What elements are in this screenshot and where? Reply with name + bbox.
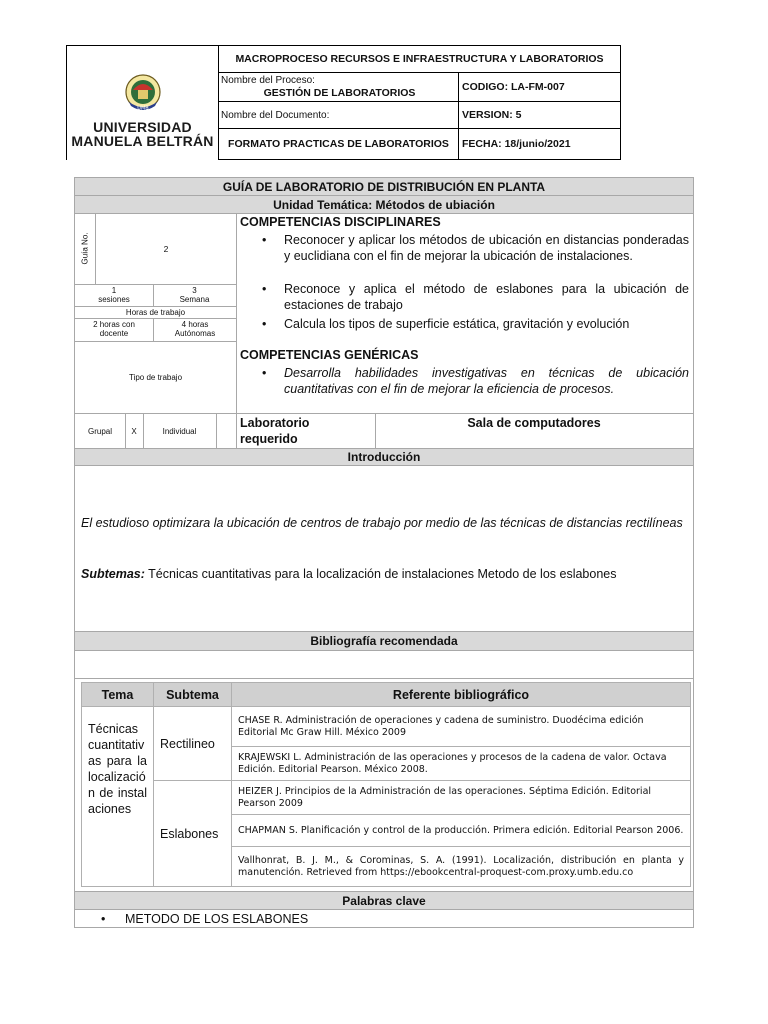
document-date: FECHA: 18/junio/2021 [459, 128, 621, 159]
subtema-eslabones: Eslabones [154, 781, 232, 887]
individual-label: Individual [162, 427, 197, 436]
laboratorio-value: Sala de computadores [467, 416, 601, 430]
university-name-line1: UNIVERSIDAD [93, 118, 192, 135]
introduccion-text: El estudioso optimizara la ubicación de centros de trabajo por medio de las técnicas de distancias rectilíneas [81, 516, 683, 530]
bibliography-table [81, 682, 691, 887]
process-value: GESTIÓN DE LABORATORIOS [263, 87, 416, 100]
generica-item-1: • Desarrolla habilidades investigativas en técnicas de ubicación cuantitativas con el fin de mejorar la eficiencia de procesos. [262, 366, 689, 396]
guia-no-label: Guía No. [80, 232, 90, 265]
document-header [66, 45, 621, 160]
document-name-value: FORMATO PRACTICAS DE LABORATORIOS [219, 128, 459, 159]
document-version: VERSION: 5 [459, 102, 621, 128]
grupal-mark: X [131, 427, 137, 436]
subtemas-label: Subtemas: [81, 567, 145, 581]
subtema-rectilineo: Rectilineo [154, 707, 232, 781]
svg-text:UMB: UMB [136, 105, 149, 111]
macroproceso-title: MACROPROCESO RECURSOS E INFRAESTRUCTURA Y LABORATORIOS [219, 46, 621, 73]
introduccion-title: Introducción [75, 448, 693, 466]
horas-trabajo-label: Horas de trabajo [125, 308, 186, 317]
lab-guide-box [74, 177, 694, 928]
ref-5: Vallhonrat, B. J. M., & Corominas, S. A. (1991). Localización, distribución en planta y manutención. Retrieved from https://ebookcentral-proquest-com.proxy.umb.edu.co [232, 847, 691, 887]
disciplinar-item-3: • Calcula los tipos de superficie estática, gravitación y evolución [262, 317, 630, 331]
tipo-trabajo-label: Tipo de trabajo [128, 373, 183, 382]
semana-num: 3 [192, 286, 197, 295]
subtemas-line [81, 566, 687, 583]
sesiones-num: 1 [111, 286, 117, 295]
university-seal-icon [121, 72, 165, 116]
palabra-clave-item: • METODO DE LOS ESLABONES [101, 912, 309, 926]
genericas-title: COMPETENCIAS GENÉRICAS [240, 348, 419, 362]
disciplinares-title: COMPETENCIAS DISCIPLINARES [240, 215, 441, 229]
logo-cell [67, 46, 219, 160]
horas-autonomas: 4 horas Autónomas [174, 320, 216, 338]
tema-cell: Técnicas cuantitativas para la localización de instalaciones [82, 707, 154, 887]
col-subtema: Subtema [154, 683, 232, 707]
process-label: Nombre del Proceso: [221, 75, 315, 87]
process-name-cell [219, 73, 459, 102]
guia-no-label-cell [76, 234, 94, 264]
bibliografia-title: Bibliografía recomendada [75, 631, 693, 651]
disciplinar-item-1: • Reconocer y aplicar los métodos de ubicación en distancias ponderadas y euclidiana con el fin de mejorar la ubicación de instalaciones. [262, 233, 689, 263]
palabras-clave-title: Palabras clave [75, 891, 693, 910]
guia-no-value: 2 [163, 244, 169, 254]
document-code: CODIGO: LA-FM-007 [459, 73, 621, 102]
university-name-line2: MANUELA BELTRÁN [71, 132, 214, 149]
horas-docente: 2 horas con docente [93, 320, 135, 338]
col-tema: Tema [82, 683, 154, 707]
col-referente: Referente bibliográfico [232, 683, 691, 707]
semana-label: Semana [179, 295, 210, 304]
ref-2: KRAJEWSKI L. Administración de las operaciones y procesos de la cadena de valor. Octava Edición. Editorial Pearson. México 2008. [232, 747, 691, 781]
ref-1: CHASE R. Administración de operaciones y cadena de suministro. Duodécima edición Editorial Mc Graw Hill. México 2009 [232, 707, 691, 747]
document-name-label: Nombre del Documento: [219, 102, 459, 128]
subtemas-text: Técnicas cuantitativas para la localización de instalaciones Metodo de los eslabones [144, 567, 617, 581]
sesiones-label: sesiones [98, 295, 130, 304]
laboratorio-label: Laboratorio requerido [240, 416, 310, 446]
ref-4: CHAPMAN S. Planificación y control de la producción. Primera edición. Editorial Pearson 2006. [232, 815, 691, 847]
guide-title: GUÍA DE LABORATORIO DE DISTRIBUCIÓN EN PLANTA [75, 177, 693, 196]
grupal-label: Grupal [87, 427, 112, 436]
disciplinar-item-2: • Reconoce y aplica el método de eslabones para la ubicación de estaciones de trabajo [262, 282, 689, 312]
unit-title: Unidad Temática: Métodos de ubiación [75, 195, 693, 214]
ref-3: HEIZER J. Principios de la Administración de las operaciones. Séptima Edición. Editorial Pearson 2009 [232, 781, 691, 815]
